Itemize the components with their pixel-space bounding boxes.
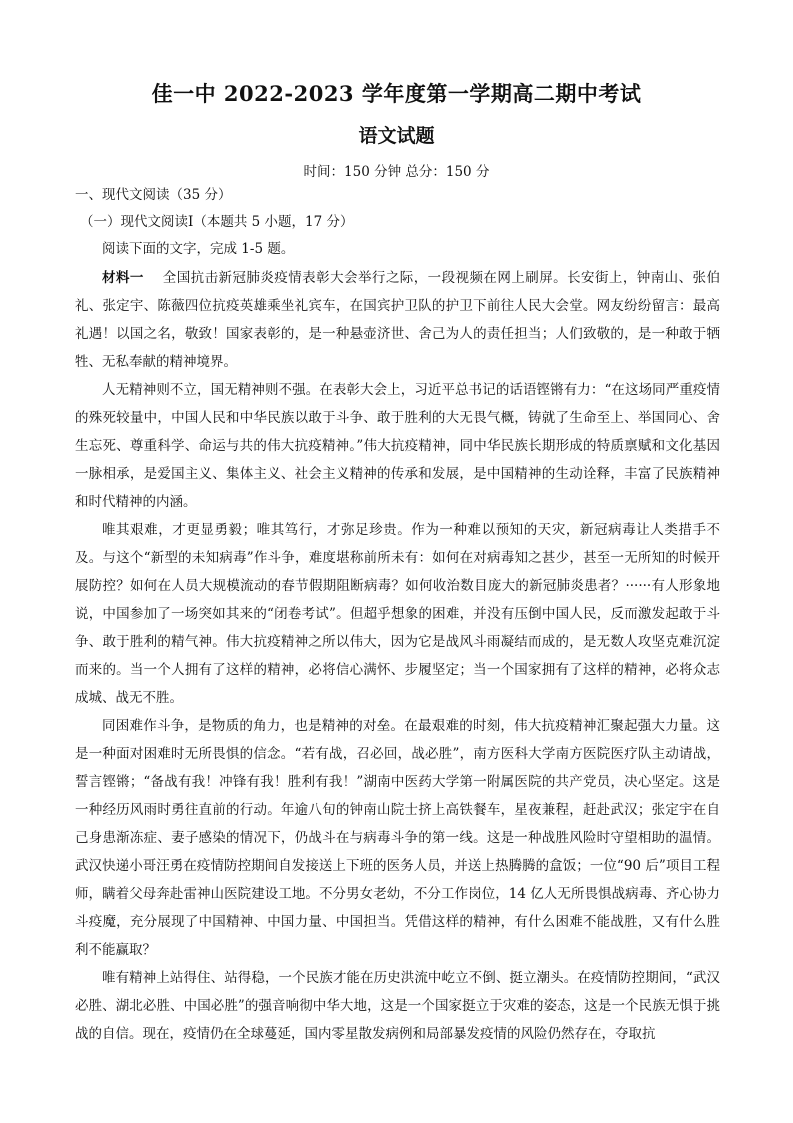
reading-instruction: 阅读下面的文字，完成 1-5 题。 <box>102 241 295 257</box>
exam-title: 佳一中 2022-2023 学年度第一学期高二期中考试 <box>151 81 642 106</box>
material-label: 材料一 <box>102 270 144 286</box>
subsection-heading: （一）现代文阅读Ⅰ（本题共 5 小题，17 分） <box>80 214 354 230</box>
passage-paragraph: 唯其艰难，才更显勇毅；唯其笃行，才弥足珍贵。作为一种难以预知的天灾，新冠病毒让人类措手不及。与这个“新型的未知病毒”作斗争，难度堪称前所未有：如何在对病毒知之甚少，甚至一无所知的时候开展防控？如何在人员大规模流动的春节假期阻断病毒？如何收治数目庞大的新冠肺炎患者？······有人形象地说，中国参加了一场突如其来的“闭卷考试”。但超乎想象的困难，并没有压倒中国人民，反而激发起敢于斗争、敢于胜利的精气神。伟大抗疫精神之所以伟大，因为它是战风斗雨凝结而成的，是无数人攻坚克难沉淀而来的。当一个人拥有了这样的精神，必将信心满怀、步履坚定；当一个国家拥有了这样的精神，必将众志成城、战无不胜。 <box>75 522 720 706</box>
exam-time-score: 时间：150 分钟 总分：150 分 <box>303 164 490 180</box>
passage-body <box>75 264 720 1048</box>
section-heading: 一、现代文阅读（35 分） <box>75 187 232 203</box>
passage-paragraph: 唯有精神上站得住、站得稳，一个民族才能在历史洪流中屹立不倒、挺立潮头。在疫情防控期间，“武汉必胜、湖北必胜、中国必胜”的强音响彻中华大地，这是一个国家挺立于灾难的姿态，这是一个民族无惧于挑战的自信。现在，疫情仍在全球蔓延，国内零星散发病例和局部暴发疫情的风险仍然存在，夺取抗 <box>75 970 720 1042</box>
passage-paragraph: 同困难作斗争，是物质的角力，也是精神的对垒。在最艰难的时刻，伟大抗疫精神汇聚起强大力量。这是一种面对困难时无所畏惧的信念。“若有战，召必回，战必胜”，南方医科大学南方医院医疗队主动请战，誓言铿锵；“备战有我！冲锋有我！胜利有我！”湖南中医药大学第一附属医院的共产党员，决心坚定。这是一种经历风雨时勇往直前的行动。年逾八旬的钟南山院士挤上高铁餐车，星夜兼程，赶赴武汉；张定宇在自己身患渐冻症、妻子感染的情况下，仍战斗在与病毒斗争的第一线。这是一种战胜风险时守望相助的温情。武汉快递小哥汪勇在疫情防控期间自发接送上下班的医务人员，并送上热腾腾的盒饭；一位“90 后”项目工程师，瞒着父母奔赴雷神山医院建设工地。不分男女老幼，不分工作岗位，14 亿人无所畏惧战病毒、齐心协力斗疫魔，充分展现了中国精神、中国力量、中国担当。凭借这样的精神，有什么困难不能战胜，又有什么胜利不能赢取？ <box>75 718 720 958</box>
passage-paragraph: 人无精神则不立，国无精神则不强。在表彰大会上，习近平总书记的话语铿锵有力：“在这场同严重疫情的殊死较量中，中国人民和中华民族以敢于斗争、敢于胜利的大无畏气概，铸就了生命至上、举国同心、舍生忘死、尊重科学、命运与共的伟大抗疫精神。”伟大抗疫精神，同中华民族长期形成的特质禀赋和文化基因一脉相承，是爱国主义、集体主义、社会主义精神的传承和发展，是中国精神的生动诠释，丰富了民族精神和时代精神的内涵。 <box>75 382 720 510</box>
passage-paragraph: 材料一 全国抗击新冠肺炎疫情表彰大会举行之际，一段视频在网上刷屏。长安街上，钟南山、张伯礼、张定宇、陈薇四位抗疫英雄乘坐礼宾车，在国宾护卫队的护卫下前往人民大会堂。网友纷纷留言：最高礼遇！以国之名，敬致！国家表彰的，是一种悬壶济世、舍己为人的责任担当；人们致敬的，是一种敢于牺牲、无私奉献的精神境界。 <box>75 270 720 370</box>
subject-title: 语文试题 <box>358 125 435 147</box>
